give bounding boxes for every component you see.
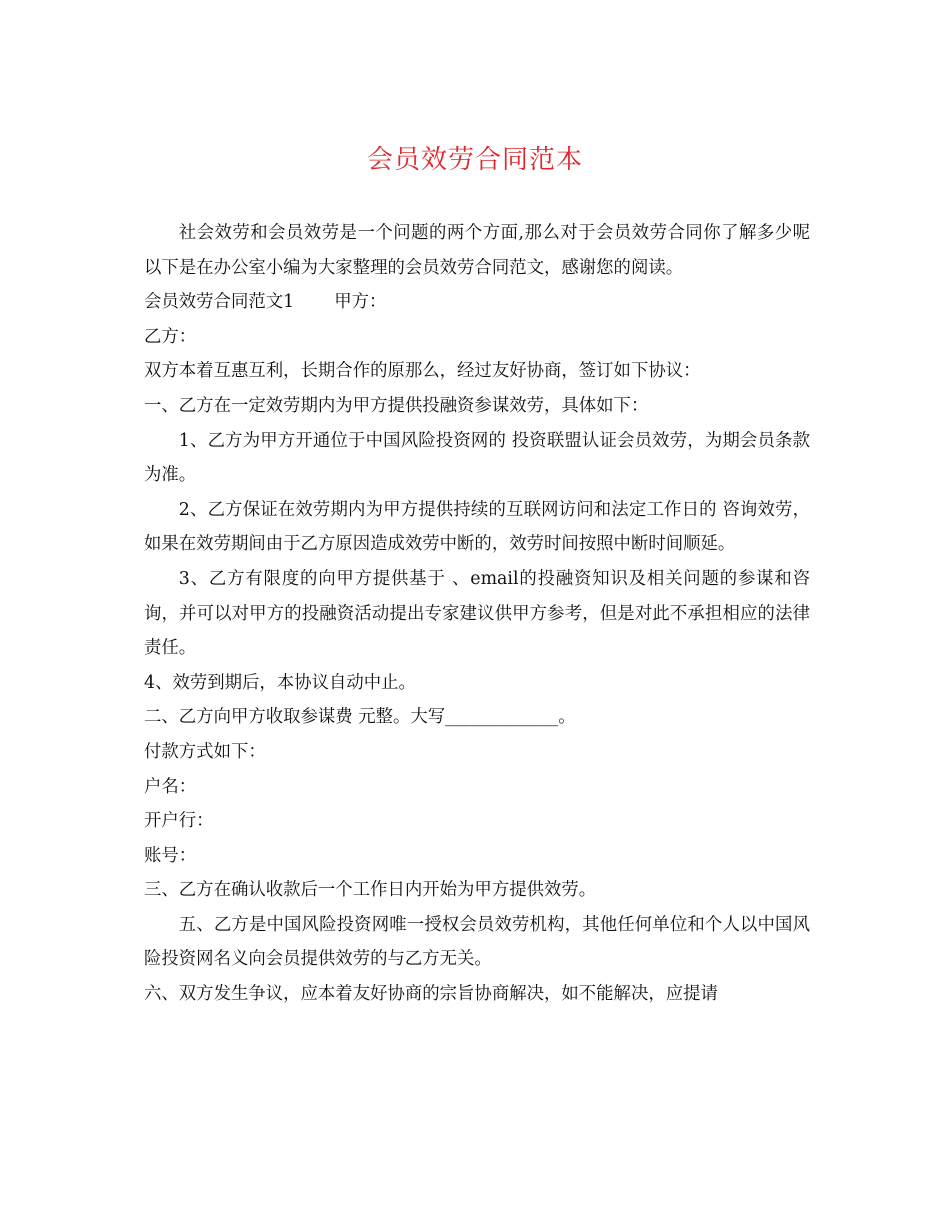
party-b-label: 乙方： <box>144 326 197 347</box>
intro-paragraph: 社会效劳和会员效劳是一个问题的两个方面,那么对于会员效劳合同你了解多少呢以下是在办公室小编为大家整理的会员效劳合同范文，感谢您的阅读。 <box>144 223 810 278</box>
clause-1-3: 3、乙方有限度的向甲方提供基于 、email的投融资知识及相关问题的参谋和咨询，并可以对甲方的投融资活动提出专家建议供甲方参考，但是对此不承担相应的法律责任。 <box>144 568 810 659</box>
sample-label: 会员效劳合同范文1 <box>144 292 295 313</box>
opening-paragraph: 双方本着互惠互利，长期合作的原那么，经过友好协商，签订如下协议： <box>144 361 701 382</box>
clause-1-1: 1、乙方为甲方开通位于中国风险投资网的 投资联盟认证会员效劳，为期会员条款为准。 <box>144 430 810 486</box>
clause-2: 二、乙方向甲方收取参谋费 元整。大写_____________。 <box>144 707 576 728</box>
payment-heading: 付款方式如下： <box>144 741 266 762</box>
clause-6: 六、双方发生争议，应本着友好协商的宗旨协商解决，如不能解决，应提请 <box>144 984 718 1005</box>
document-title: 会员效劳合同范本 <box>366 145 583 175</box>
clause-1-4: 4、效劳到期后，本协议自动中止。 <box>144 672 416 693</box>
clause-1: 一、乙方在一定效劳期内为甲方提供投融资参谋效劳，具体如下： <box>144 395 649 416</box>
account-name-label: 户名： <box>144 776 197 797</box>
account-number-label: 账号： <box>144 845 197 866</box>
bank-label: 开户行： <box>144 811 214 832</box>
clause-1-2: 2、乙方保证在效劳期内为甲方提供持续的互联网访问和法定工作日的 咨询效劳，如果在效劳期间由于乙方原因造成效劳中断的，效劳时间按照中断时间顺延。 <box>144 499 810 555</box>
document-body <box>144 216 810 1012</box>
clause-5: 五、乙方是中国风险投资网唯一授权会员效劳机构，其他任何单位和个人以中国风险投资网名义向会员提供效劳的与乙方无关。 <box>144 914 810 970</box>
clause-3: 三、乙方在确认收款后一个工作日内开始为甲方提供效劳。 <box>144 880 597 901</box>
sample-line <box>144 285 810 320</box>
party-a-label: 甲方： <box>334 292 387 313</box>
